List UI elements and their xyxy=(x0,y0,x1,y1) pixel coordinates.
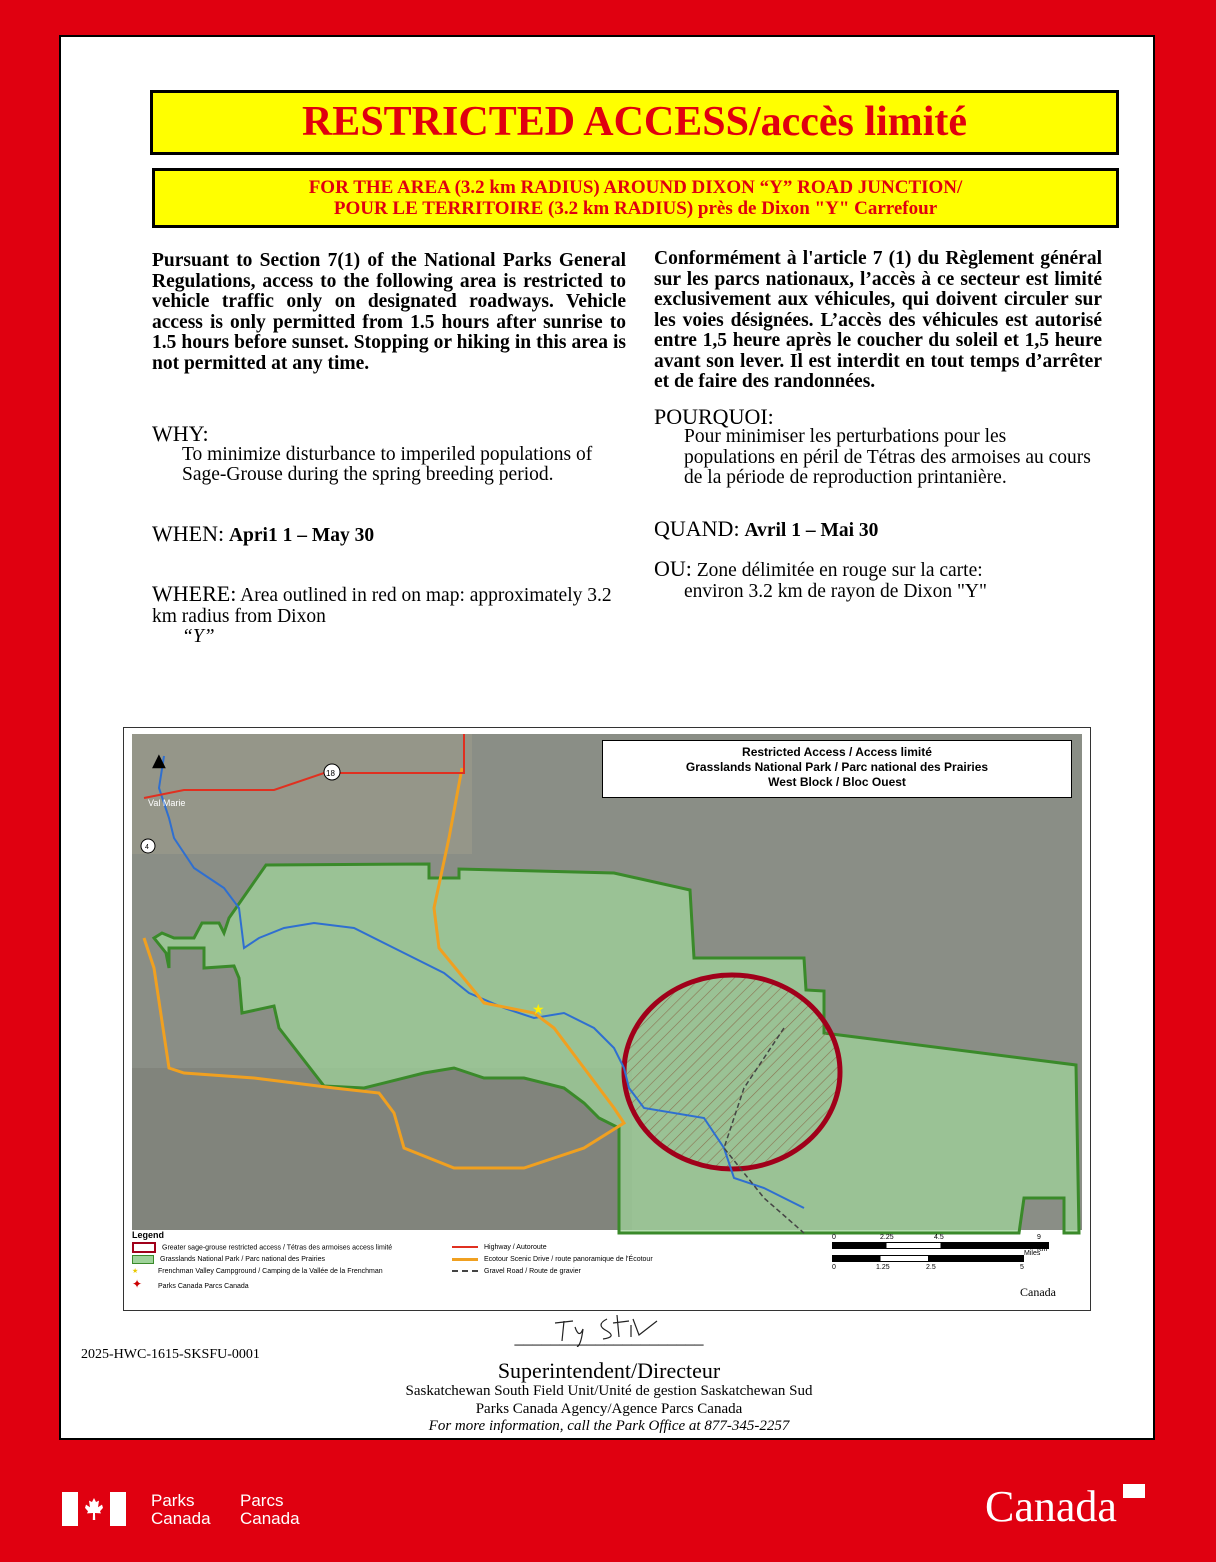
subtitle-line-1: FOR THE AREA (3.2 km RADIUS) AROUND DIXON “Y” ROAD JUNCTION/ xyxy=(308,177,963,198)
scale-mi-0: 0 xyxy=(832,1264,836,1271)
legend-park-swatch xyxy=(132,1255,154,1264)
french-when-label: QUAND: xyxy=(654,515,740,541)
english-when-text: Apri1 1 – May 30 xyxy=(228,524,375,546)
french-why-text: Pour minimiser les perturbations pour les populations en péril de Tétras des armoises au cours de la période de reproduction printanière. xyxy=(684,426,1091,488)
legend-parks-fr: Parcs Canada xyxy=(204,1283,249,1291)
canada-wordmark-text: Canada xyxy=(985,1482,1117,1531)
wordmark-flag-icon xyxy=(1123,1484,1145,1498)
legend-item-ecotour: Ecotour Scenic Drive / route panoramique de l'Écotour xyxy=(484,1256,653,1263)
restricted-area-map xyxy=(123,727,1091,1311)
legend-highway-swatch xyxy=(452,1246,478,1248)
scale-mi-3: 5 xyxy=(1020,1264,1024,1271)
french-where-text: Zone délimitée en rouge sur la carte: xyxy=(696,560,983,581)
highway-shield-label: 18 xyxy=(326,769,335,778)
map-graphic xyxy=(124,728,1090,1310)
signature-block xyxy=(61,1309,1157,1439)
parks-canada-flag xyxy=(62,1492,126,1526)
legend-gravel-swatch xyxy=(452,1270,478,1272)
highway-shield-label-2: 4 xyxy=(145,844,149,851)
subtitle-banner xyxy=(152,168,1119,228)
canada-wordmark xyxy=(985,1480,1155,1540)
lowland-area xyxy=(132,1068,632,1230)
parcs-canada-fr xyxy=(240,1492,300,1528)
legend-parks-en: Parks Canada xyxy=(158,1283,203,1291)
parks-line-1: Parks xyxy=(151,1491,195,1510)
restricted-area-circle xyxy=(624,975,840,1169)
parks-canada-en xyxy=(151,1492,211,1528)
legend-item-gravel: Gravel Road / Route de gravier xyxy=(484,1268,581,1275)
subtitle-line-2: POUR LE TERRITOIRE (3.2 km RADIUS) près de Dixon "Y" Carrefour xyxy=(333,198,938,219)
parks-line-2: Canada xyxy=(151,1509,211,1528)
legend-star-icon: ★ xyxy=(132,1268,139,1276)
scale-km-3: 9 Km xyxy=(1037,1234,1048,1253)
french-where-label: OU: xyxy=(654,556,692,581)
french-when-text: Avril 1 – Mai 30 xyxy=(744,519,879,541)
map-title-box xyxy=(602,740,1072,798)
english-when-label: WHEN: xyxy=(152,520,225,546)
notice-sheet xyxy=(59,35,1155,1440)
legend-restricted-swatch xyxy=(132,1242,156,1253)
map-canada-wordmark: Canada xyxy=(1020,1285,1056,1299)
map-title-line-2: Grasslands National Park / Parc national des Prairies xyxy=(685,760,989,774)
farmland-area xyxy=(132,734,472,854)
scale-mi-2: 2.5 xyxy=(926,1264,936,1271)
french-why-label: POURQUOI: xyxy=(654,403,774,429)
scale-bar xyxy=(832,1232,1052,1282)
parcs-line-2: Canada xyxy=(240,1509,300,1528)
maple-leaf-icon: ✦ xyxy=(132,1277,143,1292)
english-column xyxy=(152,251,626,648)
footer xyxy=(0,1440,1216,1562)
legend-title: Legend xyxy=(132,1230,165,1240)
page-title: RESTRICTED ACCESS/accès limité xyxy=(301,99,968,145)
scale-miles-label: Miles xyxy=(1024,1250,1041,1257)
signature-agency: Parks Canada Agency/Agence Parcs Canada xyxy=(475,1401,743,1417)
signature-unit: Saskatchewan South Field Unit/Unité de gestion Saskatchewan Sud xyxy=(405,1383,813,1399)
scale-mi-1: 1.25 xyxy=(876,1264,890,1271)
english-where-text: Area outlined in red on map: approximately 3.2 km radius from Dixon xyxy=(152,585,612,627)
scale-km-0: 0 xyxy=(832,1234,836,1241)
scale-km-2: 4.5 xyxy=(934,1234,944,1241)
legend-item-highway: Highway / Autoroute xyxy=(484,1244,547,1251)
legend-ecotour-swatch xyxy=(452,1258,478,1261)
maple-leaf-icon xyxy=(84,1498,104,1520)
french-intro: Conformément à l'article 7 (1) du Règlement général sur les parcs nationaux, l’accès à ce secteur est limité exclusivement aux véhicules, qui doivent circuler sur les voies désignées. L’accès des véhicules est autorisé entre 1,5 heure après le coucher du soleil et 1,5 heure avant son lever. Il est interdit en tout temps d’arrêter et de faire des randonnées. xyxy=(654,248,1102,392)
english-where-label: WHERE: xyxy=(152,581,237,606)
legend-item-restricted: Greater sage-grouse restricted access / Tétras des armoises access limité xyxy=(162,1244,393,1252)
legend-item-campground: Frenchman Valley Campground / Camping de la Vallée de la Frenchman xyxy=(158,1268,383,1276)
french-column xyxy=(654,249,1102,602)
reference-number: 2025-HWC-1615-SKSFU-0001 xyxy=(81,1347,260,1362)
parcs-line-1: Parcs xyxy=(240,1491,284,1510)
scale-km-1: 2.25 xyxy=(880,1234,894,1241)
title-banner xyxy=(150,90,1119,155)
legend-item-park: Grasslands National Park / Parc national des Prairies xyxy=(160,1256,325,1264)
campground-star-icon: ★ xyxy=(532,1002,545,1018)
map-legend xyxy=(132,1230,1082,1306)
map-title-line-3: West Block / Bloc Ouest xyxy=(768,775,906,789)
english-where-tail: “Y” xyxy=(182,626,215,647)
english-why-text: To minimize disturbance to imperiled populations of Sage-Grouse during the spring breeding period. xyxy=(182,443,593,485)
map-title-line-1: Restricted Access / Access limité xyxy=(742,745,932,759)
signature-info: For more information, call the Park Office at 877-345-2257 xyxy=(428,1418,790,1434)
north-arrow-icon: ▲ xyxy=(152,750,166,771)
french-where-text-2: environ 3.2 km de rayon de Dixon "Y" xyxy=(684,580,987,602)
signature-line: _____________________ xyxy=(514,1327,704,1347)
town-label: Val Marie xyxy=(148,798,186,808)
signature-role: Superintendent/Directeur xyxy=(497,1358,721,1383)
english-intro: Pursuant to Section 7(1) of the National Parks General Regulations, access to the following area is restricted to vehicle traffic only on designated roadways. Vehicle access is only permitted from 1.5 hours after sunrise to 1.5 hours before sunset. Stopping or hiking in this area is not permitted at any time. xyxy=(152,250,626,374)
english-why-label: WHY: xyxy=(152,421,209,446)
